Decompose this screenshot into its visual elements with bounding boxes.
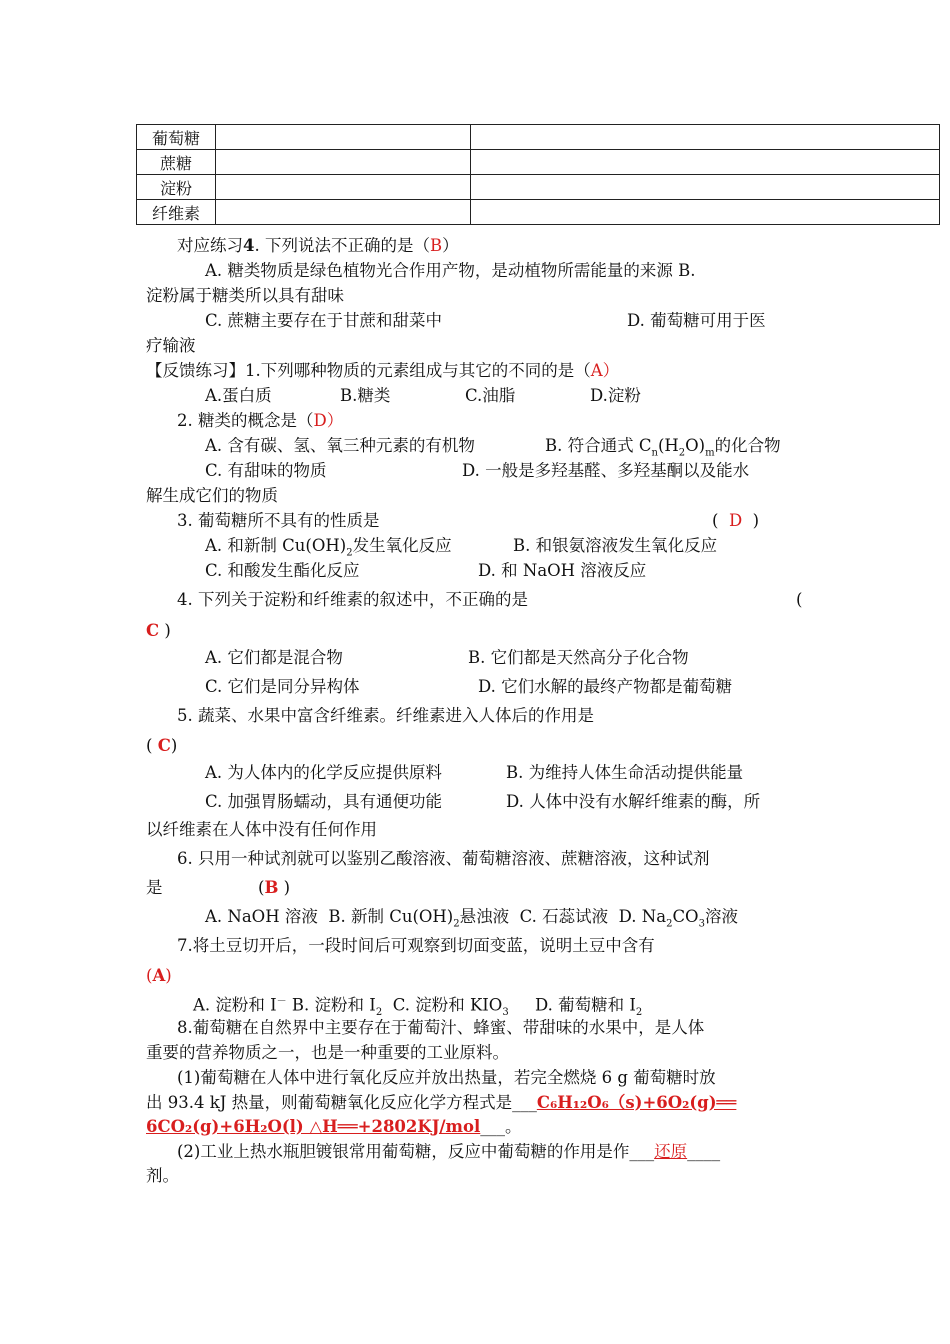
ex4-question — [177, 234, 459, 258]
q8-equation-line — [146, 1115, 522, 1139]
table-cell — [216, 125, 471, 150]
q7-answer-group — [146, 964, 172, 988]
q6-answer-group — [258, 876, 290, 900]
q2-b-pre: B. 符合通式 C — [545, 436, 652, 455]
q6-d-sub1: 2 — [666, 918, 673, 930]
ex4-close: ） — [442, 236, 459, 255]
ex4-answer: B — [429, 236, 443, 255]
ex4-prefix: 对应练习 — [177, 236, 243, 255]
q3-open: ( — [712, 511, 719, 530]
q2-option-d-cont: 解生成它们的物质 — [146, 486, 278, 505]
q8-part2-text: (2)工业上热水瓶胆镀银常用葡萄糖，反应中葡萄糖的作用是作 — [177, 1142, 630, 1161]
q8-equation-1: C₆H₁₂O₆（s)+6O₂(g)══ — [536, 1093, 737, 1112]
q8-part2: (2)工业上热水瓶胆镀银常用葡萄糖，反应中葡萄糖的作用是作___还原____ — [177, 1142, 721, 1161]
table-row — [137, 175, 940, 200]
q2-option-a: A. 含有碳、氢、氧三种元素的有机物 — [205, 436, 475, 455]
q3-option-c: C. 和酸发生酯化反应 — [205, 561, 360, 580]
q6-d-mid: CO — [672, 907, 699, 926]
ex4-text: . 下列说法不正确的是（ — [254, 236, 430, 255]
q6-option-c: C. 石蕊试液 — [519, 907, 609, 926]
table-cell — [471, 175, 940, 200]
q3-option-d: D. 和 NaOH 溶液反应 — [478, 561, 647, 580]
q6-open: ( — [258, 878, 265, 897]
q2-b-sub-m: m — [705, 447, 715, 459]
q2-b-o: O) — [685, 436, 706, 455]
row-label: 蔗糖 — [137, 150, 216, 175]
q4-option-c: C. 它们是同分异构体 — [205, 677, 360, 696]
table-row — [137, 150, 940, 175]
q1-option-b: B.糖类 — [340, 386, 391, 405]
q4-option-b: B. 它们都是天然高分子化合物 — [468, 648, 689, 667]
q1-option-d: D.淀粉 — [590, 386, 641, 405]
table-cell — [216, 200, 471, 225]
q2-option-d: D. 一般是多羟基醛、多羟基酮以及能水 — [462, 461, 750, 480]
q7-d-sub: 2 — [635, 1006, 643, 1018]
q4-close: ) — [164, 621, 171, 640]
q2-b-mid: (H — [657, 436, 679, 455]
q3-answer-group — [712, 509, 759, 533]
q7-option-a: A. 淀粉和 I — [193, 995, 277, 1015]
q3-a-post: 发生氧化反应 — [352, 536, 452, 555]
q4-question: 4. 下列关于淀粉和纤维素的叙述中，不正确的是 — [177, 590, 528, 609]
q6-d-post: 溶液 — [704, 907, 738, 926]
q6-answer: B — [264, 878, 279, 897]
table-cell — [216, 175, 471, 200]
table-cell — [471, 200, 940, 225]
q7-option-d: D. 葡萄糖和 I — [534, 995, 636, 1015]
table-cell — [216, 150, 471, 175]
q3-answer: D — [728, 511, 743, 530]
q6-question: 6. 只用一种试剂就可以鉴别乙酸溶液、葡萄糖溶液、蔗糖溶液，这种试剂 — [177, 849, 710, 868]
q6-b-post: 悬浊液 — [459, 907, 510, 926]
row-label: 葡萄糖 — [137, 125, 216, 150]
q7-question: 7.将土豆切开后，一段时间后可观察到切面变蓝，说明土豆中含有 — [177, 936, 655, 955]
q6-close: ) — [283, 878, 291, 897]
q8-blank-post: ___ — [480, 1117, 506, 1136]
q6-option-a: A. NaOH 溶液 — [205, 907, 318, 926]
table-row — [137, 125, 940, 150]
q8-part1-cont — [146, 1091, 736, 1115]
ex4-option-a: A. 糖类物质是绿色植物光合作用产物，是动植物所需能量的来源 B. — [205, 261, 696, 280]
q8-part2-answer: 还原 — [654, 1142, 688, 1161]
q1-text: 【反馈练习】1.下列哪种物质的元素组成与其它的不同的是（ — [146, 361, 591, 380]
q7-option-b: B. 淀粉和 I — [291, 995, 376, 1015]
q6-d-sub2: 3 — [698, 918, 705, 930]
q6-option-d: D. Na — [618, 907, 667, 926]
q2-option-c: C. 有甜味的物质 — [205, 461, 327, 480]
q2-question — [177, 409, 343, 433]
q3-option-b: B. 和银氨溶液发生氧化反应 — [513, 536, 718, 555]
q4-answer-group — [146, 619, 171, 643]
q5-answer: C — [157, 736, 171, 755]
q7-answer: A — [152, 966, 166, 985]
q2-answer: D — [313, 411, 327, 430]
table-cell — [471, 150, 940, 175]
q4-option-d: D. 它们水解的最终产物都是葡萄糖 — [478, 677, 733, 696]
q7-open: ( — [146, 966, 153, 985]
q1-question — [146, 359, 619, 383]
q2-b-sub-n: n — [651, 447, 658, 459]
q4-answer: C — [146, 621, 160, 640]
ex4-option-b: 淀粉属于糖类所以具有甜味 — [146, 286, 344, 305]
q5-open: ( — [146, 736, 153, 755]
q6-option-b: B. 新制 Cu(OH) — [328, 907, 454, 926]
q1-option-a: A.蛋白质 — [205, 386, 272, 405]
q7-b-sub: 2 — [375, 1006, 383, 1018]
q4-option-a: A. 它们都是混合物 — [205, 648, 343, 667]
q6-b-sub: 2 — [453, 918, 460, 930]
q5-option-d: D. 人体中没有水解纤维素的酶，所 — [506, 792, 761, 811]
q3-a-sub: 2 — [346, 547, 353, 559]
sugar-table — [136, 124, 940, 225]
q1-answer: A — [590, 361, 603, 380]
q6-is: 是 — [146, 878, 163, 897]
q2-text: 2. 糖类的概念是（ — [177, 411, 314, 430]
q6-options — [205, 905, 738, 936]
q5-close: ) — [170, 736, 178, 755]
q8-text-cont: 重要的营养物质之一，也是一种重要的工业原料。 — [146, 1043, 509, 1062]
q3-close: ) — [752, 511, 760, 530]
q8-part1-text: 出 93.4 kJ 热量，则葡萄糖氧化反应化学方程式是 — [146, 1093, 513, 1112]
q7-option-c: C. 淀粉和 KIO — [392, 995, 503, 1015]
row-label: 淀粉 — [137, 175, 216, 200]
q7-a-sup: － — [276, 996, 287, 1007]
q7-c-sub: 3 — [502, 1006, 509, 1018]
ex4-option-c: C. 蔗糖主要存在于甘蔗和甜菜中 — [205, 311, 443, 330]
q5-question: 5. 蔬菜、水果中富含纤维素。纤维素进入人体后的作用是 — [177, 706, 594, 725]
q4-open: ( — [796, 590, 803, 609]
table-row — [137, 200, 940, 225]
q5-option-d-cont: 以纤维素在人体中没有任何作用 — [146, 820, 377, 839]
row-label: 纤维素 — [137, 200, 216, 225]
q8-text: 8.葡萄糖在自然界中主要存在于葡萄汁、蜂蜜、带甜味的水果中，是人体 — [177, 1018, 705, 1037]
q1-option-c: C.油脂 — [465, 386, 516, 405]
q2-close: ） — [326, 411, 344, 430]
q7-close: ) — [165, 966, 172, 985]
q3-a-pre: A. 和新制 Cu(OH) — [205, 536, 347, 555]
q8-part1: (1)葡萄糖在人体中进行氧化反应并放出热量，若完全燃烧 6 g 葡萄糖时放 — [177, 1068, 716, 1087]
table-cell — [471, 125, 940, 150]
q5-option-b: B. 为维持人体生命活动提供能量 — [506, 763, 744, 782]
ex4-option-d: D. 葡萄糖可用于医 — [627, 311, 766, 330]
q2-b-post: 的化合物 — [714, 436, 781, 455]
q5-answer-group — [146, 734, 177, 758]
ex4-number: 4 — [243, 236, 255, 255]
ex4-option-d-cont: 疗输液 — [146, 336, 196, 355]
q5-option-c: C. 加强胃肠蠕动，具有通便功能 — [205, 792, 443, 811]
q8-blank-pre: ___ — [512, 1093, 537, 1112]
q5-option-a: A. 为人体内的化学反应提供原料 — [205, 763, 442, 782]
q8-equation-2: 6CO₂(g)+6H₂O(l) △H══+2802KJ/mol — [146, 1117, 481, 1136]
q2-b-sub-2: 2 — [678, 447, 686, 459]
q1-close: ） — [602, 361, 620, 380]
q3-question: 3. 葡萄糖所不具有的性质是 — [177, 511, 380, 530]
q8-part2-end: 剂。 — [146, 1166, 179, 1185]
q8-end: 。 — [505, 1117, 522, 1136]
